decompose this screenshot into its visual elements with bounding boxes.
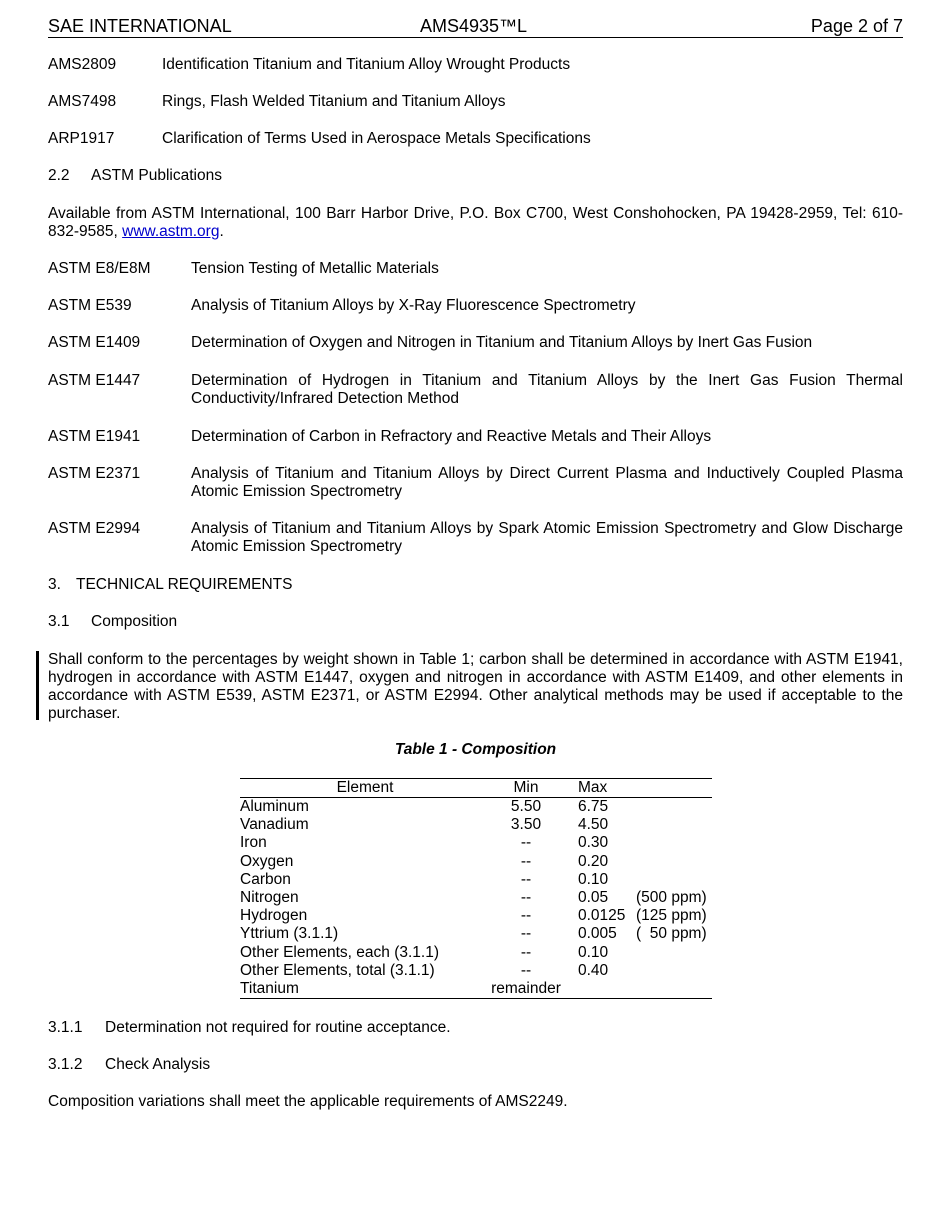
- ref-code: ASTM E2994: [48, 520, 141, 537]
- table-row: [240, 816, 712, 834]
- element-cell: Aluminum: [240, 798, 309, 815]
- min-cell: --: [520, 961, 532, 979]
- header-element: Element: [336, 779, 394, 796]
- min-cell: --: [520, 889, 532, 906]
- ref-code: ASTM E1447: [48, 372, 141, 389]
- ref-code: ASTM E2371: [48, 465, 141, 482]
- composition-paragraph: Shall conform to the percentages by weight shown in Table 1; carbon shall be determined in accordance with ASTM E1941, hydrogen in accordance with ASTM E1447, oxygen and nitrogen in accordance with ASTM E1409, and other elements in accordance with ASTM E539, ASTM E2371, or ASTM E2994. Other analytical methods may be used if acceptable to the purchaser.: [48, 651, 903, 722]
- element-cell: Carbon: [240, 870, 291, 888]
- section-number: 3.1.1: [48, 1019, 83, 1036]
- max-cell: 0.40: [578, 961, 609, 979]
- section-title: Check Analysis: [105, 1056, 211, 1073]
- table-row: [240, 889, 712, 907]
- ref-description: Clarification of Terms Used in Aerospace Metals Specifications: [162, 130, 591, 147]
- min-cell: --: [520, 852, 532, 870]
- astm-link[interactable]: www.astm.org: [122, 223, 220, 240]
- table-row: [240, 834, 712, 852]
- ref-code: AMS7498: [48, 93, 117, 110]
- max-cell: 0.005: [578, 925, 617, 943]
- ref-code: ARP1917: [48, 130, 115, 147]
- min-cell: --: [520, 834, 532, 852]
- element-cell: Yttrium (3.1.1): [240, 925, 339, 943]
- table-row: [240, 944, 712, 962]
- element-cell: Other Elements, total (3.1.1): [240, 961, 435, 979]
- element-cell: Nitrogen: [240, 889, 299, 906]
- max-cell: 6.75: [578, 798, 609, 815]
- ref-description: Identification Titanium and Titanium Alloy Wrought Products: [162, 56, 571, 73]
- section-title: Composition: [91, 613, 178, 630]
- min-cell: --: [520, 925, 532, 943]
- section-number: 3.1.2: [48, 1056, 83, 1073]
- ref-description: Rings, Flash Welded Titanium and Titanium Alloys: [162, 93, 506, 110]
- header-org: SAE INTERNATIONAL: [48, 16, 232, 36]
- table-row: [240, 853, 712, 871]
- table-row: [240, 962, 712, 980]
- table-caption: Table 1 - Composition: [394, 741, 557, 758]
- table-row: [240, 907, 712, 925]
- min-cell: --: [520, 907, 532, 925]
- header-max: Max: [578, 779, 608, 796]
- section-heading-3-1: [48, 613, 177, 631]
- astm-availability: [48, 205, 903, 241]
- max-cell: 0.20: [578, 852, 609, 870]
- table-row: [240, 925, 712, 943]
- table-row: [240, 980, 712, 998]
- note-cell: (125 ppm): [636, 907, 707, 925]
- section-heading-2-2: [48, 167, 222, 185]
- ref-description: Determination of Carbon in Refractory and Reactive Metals and Their Alloys: [191, 428, 712, 445]
- section-3-1-2: [48, 1056, 210, 1074]
- ref-description: Analysis of Titanium and Titanium Alloys by Direct Current Plasma and Inductively Coupled Plasma Atomic Emission Spectrometry: [191, 465, 903, 500]
- ref-description: Analysis of Titanium Alloys by X-Ray Fluorescence Spectrometry: [191, 297, 636, 314]
- ref-code: ASTM E1409: [48, 334, 141, 351]
- check-analysis-text: Composition variations shall meet the applicable requirements of AMS2249.: [48, 1093, 568, 1110]
- note-cell: (500 ppm): [636, 889, 707, 906]
- ref-description: Determination of Oxygen and Nitrogen in Titanium and Titanium Alloys by Inert Gas Fusion: [191, 334, 813, 351]
- section-title: ASTM Publications: [91, 167, 222, 184]
- ref-code: ASTM E539: [48, 297, 132, 314]
- min-cell: 3.50: [510, 816, 542, 834]
- note-cell: ( 50 ppm): [636, 925, 707, 943]
- section-text: Determination not required for routine acceptance.: [105, 1019, 451, 1036]
- ref-code: ASTM E8/E8M: [48, 260, 151, 277]
- min-cell: remainder: [491, 980, 561, 997]
- table-header-row: [240, 779, 712, 797]
- header-page-number: Page 2 of 7: [810, 16, 903, 36]
- min-cell: --: [520, 870, 532, 888]
- ref-code: ASTM E1941: [48, 428, 141, 445]
- element-cell: Vanadium: [240, 816, 309, 834]
- section-number: 2.2: [48, 167, 70, 184]
- section-3-1-1: [48, 1019, 451, 1037]
- table-row: [240, 871, 712, 889]
- availability-text: Available from ASTM International, 100 Barr Harbor Drive, P.O. Box C700, West Conshohocken, PA 19428-2959, Tel: 610-832-9585,: [48, 205, 903, 240]
- section-number: 3.: [48, 576, 61, 593]
- element-cell: Iron: [240, 834, 267, 852]
- section-number: 3.1: [48, 613, 70, 630]
- max-cell: 0.0125: [578, 907, 626, 925]
- max-cell: 0.10: [578, 943, 609, 961]
- header-min: Min: [513, 779, 539, 796]
- ref-code: AMS2809: [48, 56, 117, 73]
- section-heading-3: [48, 576, 292, 594]
- page-header: [48, 15, 903, 38]
- ref-description: Analysis of Titanium and Titanium Alloys by Spark Atomic Emission Spectrometry and Glow Discharge Atomic Emission Spectrometry: [191, 520, 903, 555]
- ref-description: Tension Testing of Metallic Materials: [191, 260, 439, 277]
- table-bottom-rule: [240, 998, 712, 999]
- max-cell: 0.30: [578, 834, 609, 852]
- header-doc-number: AMS4935™L: [420, 16, 528, 36]
- min-cell: --: [520, 943, 532, 961]
- ref-description: Determination of Hydrogen in Titanium and Titanium Alloys by the Inert Gas Fusion Thermal Conductivity/Infrared Detection Method: [191, 372, 903, 407]
- element-cell: Oxygen: [240, 852, 294, 870]
- revision-bar: [36, 651, 39, 720]
- element-cell: Hydrogen: [240, 907, 308, 925]
- max-cell: 0.05: [578, 889, 609, 906]
- max-cell: 0.10: [578, 870, 609, 888]
- period: .: [219, 223, 224, 240]
- element-cell: Titanium: [240, 980, 299, 997]
- min-cell: 5.50: [510, 798, 542, 815]
- section-title: TECHNICAL REQUIREMENTS: [76, 576, 293, 593]
- table-row: [240, 798, 712, 816]
- element-cell: Other Elements, each (3.1.1): [240, 943, 440, 961]
- max-cell: 4.50: [578, 816, 609, 834]
